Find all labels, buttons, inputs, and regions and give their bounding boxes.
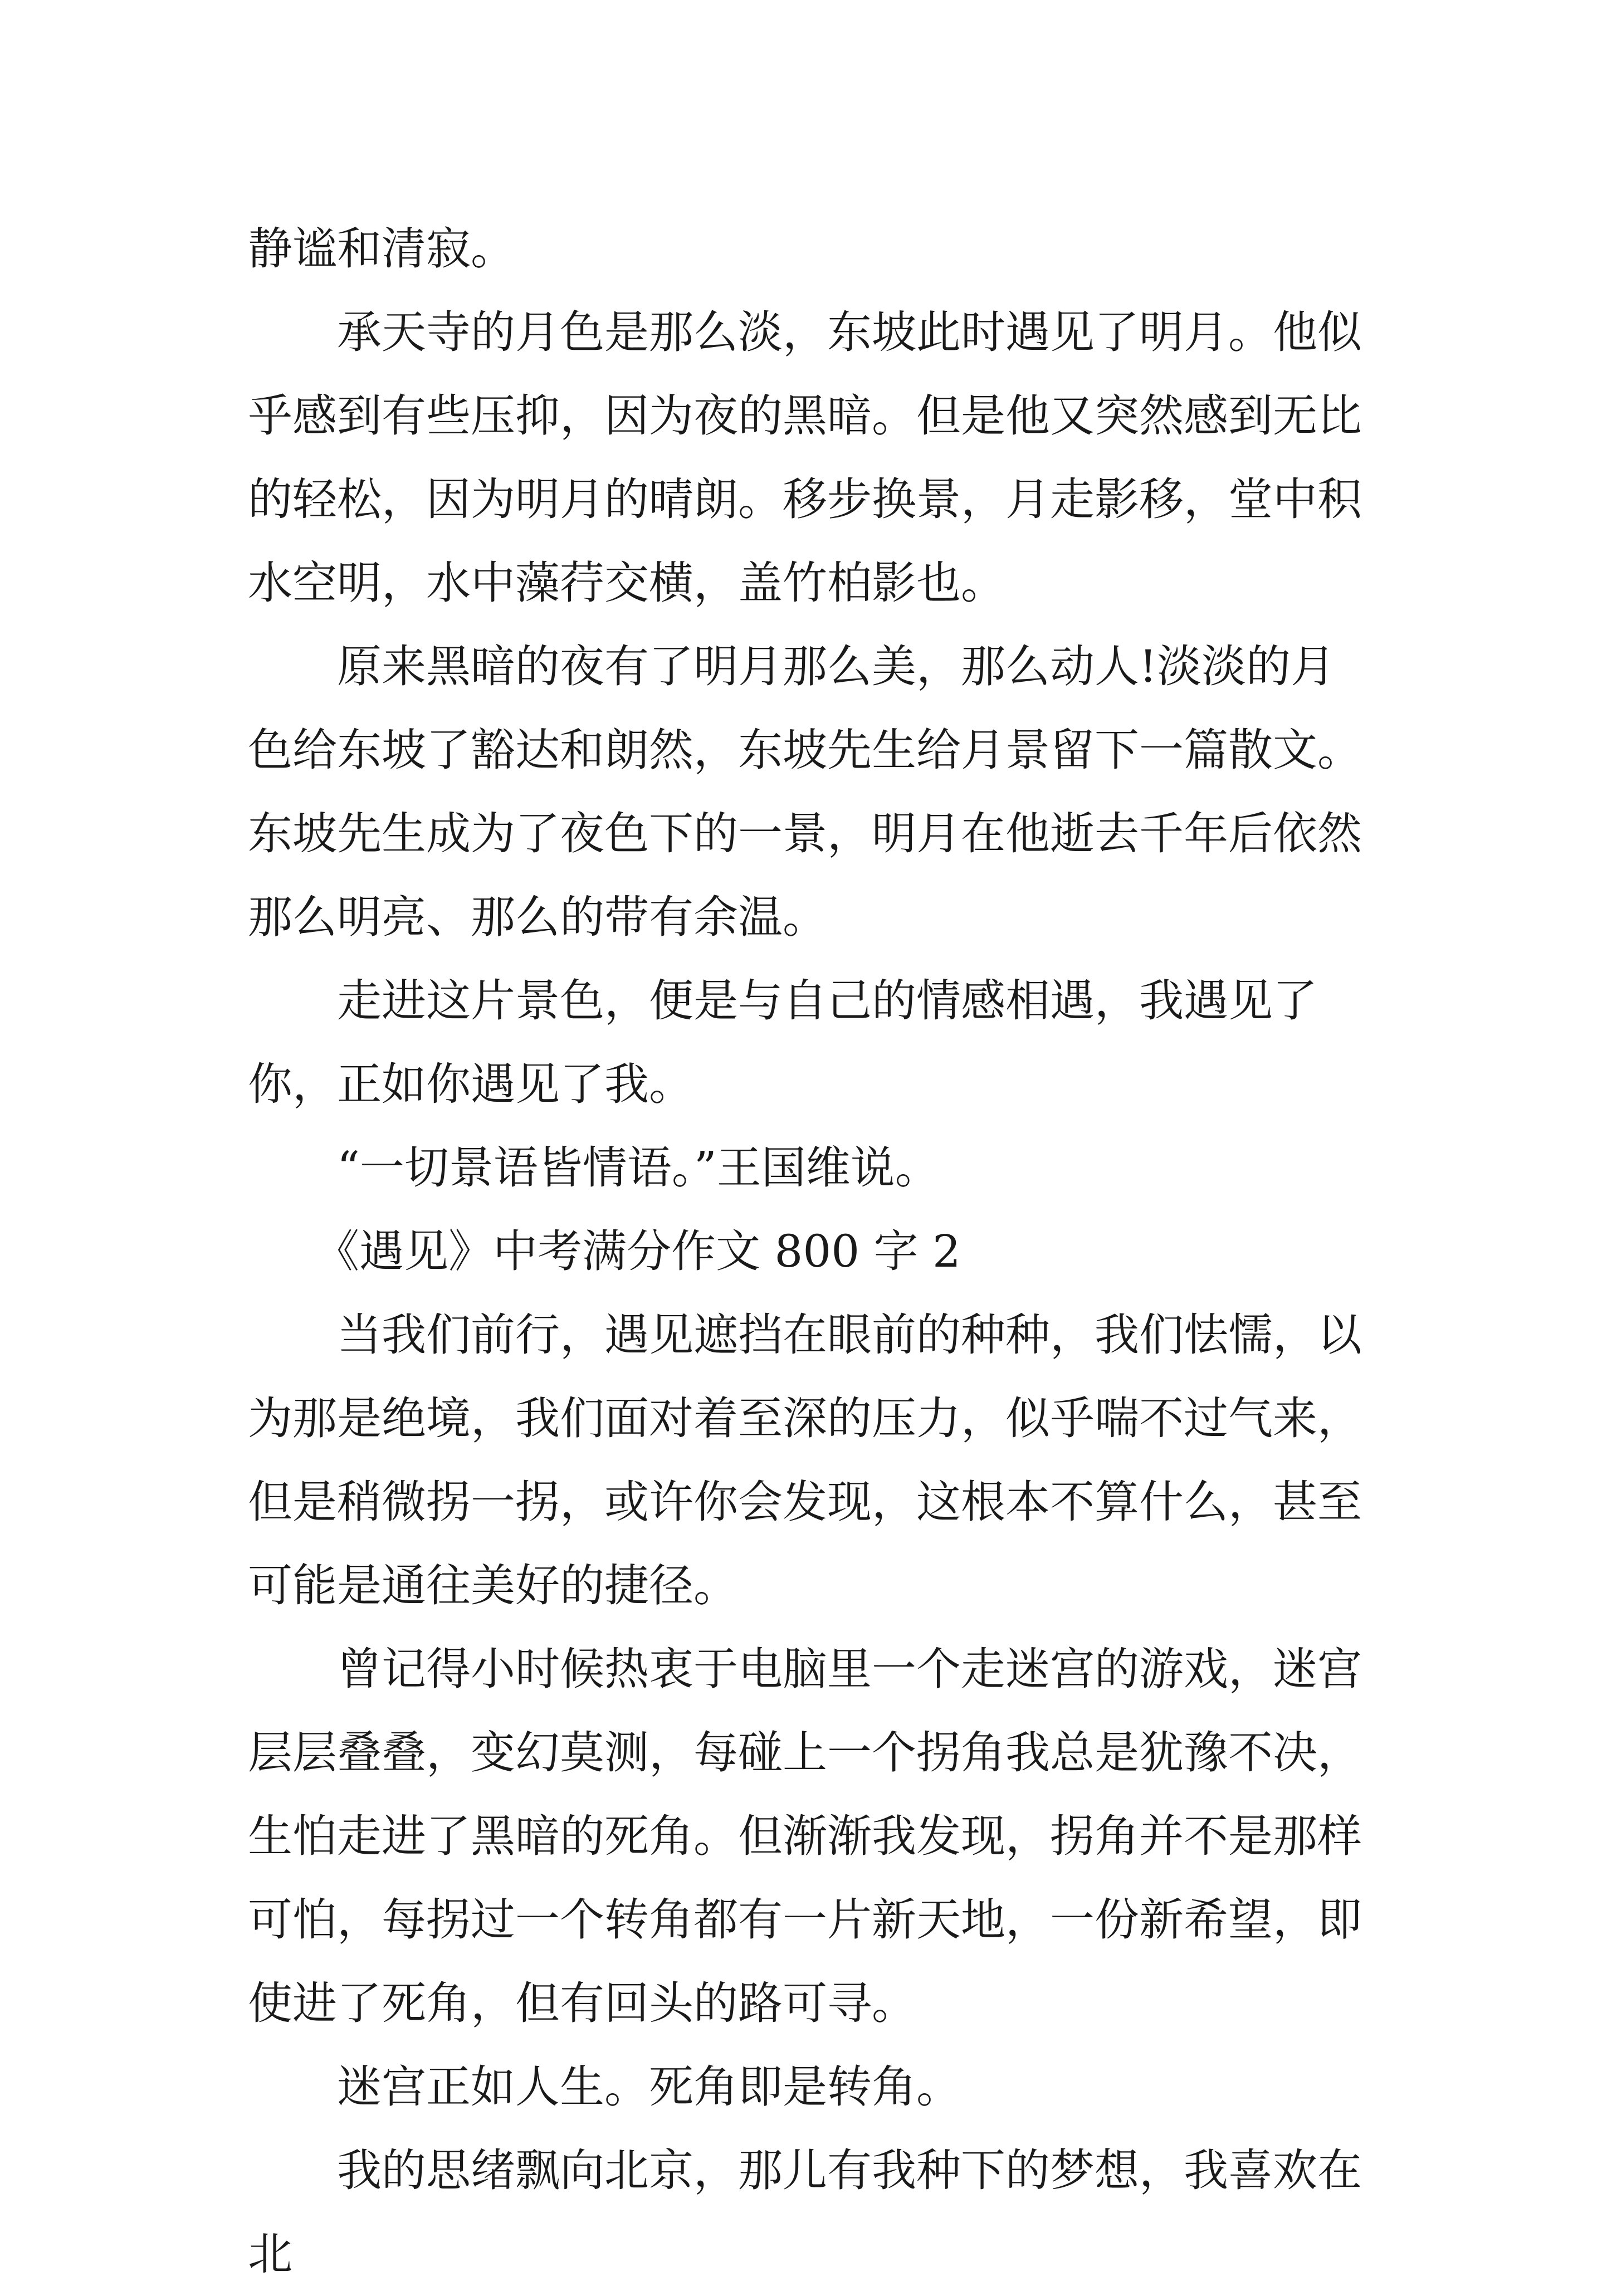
paragraph-4: 走进这片景色，便是与自己的情感相遇，我遇见了你，正如你遇见了我。 [248,975,1317,1110]
paragraph-7: 曾记得小时候热衷于电脑里一个走迷宫的游戏，迷宫层层叠叠，变幻莫测，每碰上一个拐角我总是犹豫不决，生怕走进了黑暗的死角。但渐渐我发现，拐角并不是那样可怕，每拐过一个转角都有一片新天地，一份新希望，即使进了死角，但有回头的路可寻。 [248,1643,1362,2029]
essay-title-2: 《遇见》中考满分作文 800 字 2 [248,1225,961,1277]
paragraph-9: 我的思绪飘向北京，那儿有我种下的梦想，我喜欢在北 [248,2144,1362,2280]
paragraph-1: 静谧和清寂。 [248,223,515,275]
paragraph-6: 当我们前行，遇见遮挡在眼前的种种，我们怯懦，以为那是绝境，我们面对着至深的压力，似乎喘不过气来，但是稍微拐一拐，或许你会发现，这根本不算什么，甚至可能是通往美好的捷径。 [248,1309,1362,1611]
paragraph-8: 迷宫正如人生。死角即是转角。 [248,2061,961,2113]
essay-body [248,207,1367,2296]
paragraph-5-quote: “一切景语皆情语。”王国维说。 [248,1142,940,1194]
paragraph-2: 承天寺的月色是那么淡，东坡此时遇见了明月。他似乎感到有些压抑，因为夜的黑暗。但是他又突然感到无比的轻松，因为明月的晴朗。移步换景，月走影移，堂中积水空明，水中藻荇交横，盖竹柏影也。 [248,306,1362,609]
paragraph-3: 原来黑暗的夜有了明月那么美，那么动人!淡淡的月色给东坡了豁达和朗然，东坡先生给月景留下一篇散文。东坡先生成为了夜色下的一景，明月在他逝去千年后依然那么明亮、那么的带有余温。 [248,641,1362,943]
